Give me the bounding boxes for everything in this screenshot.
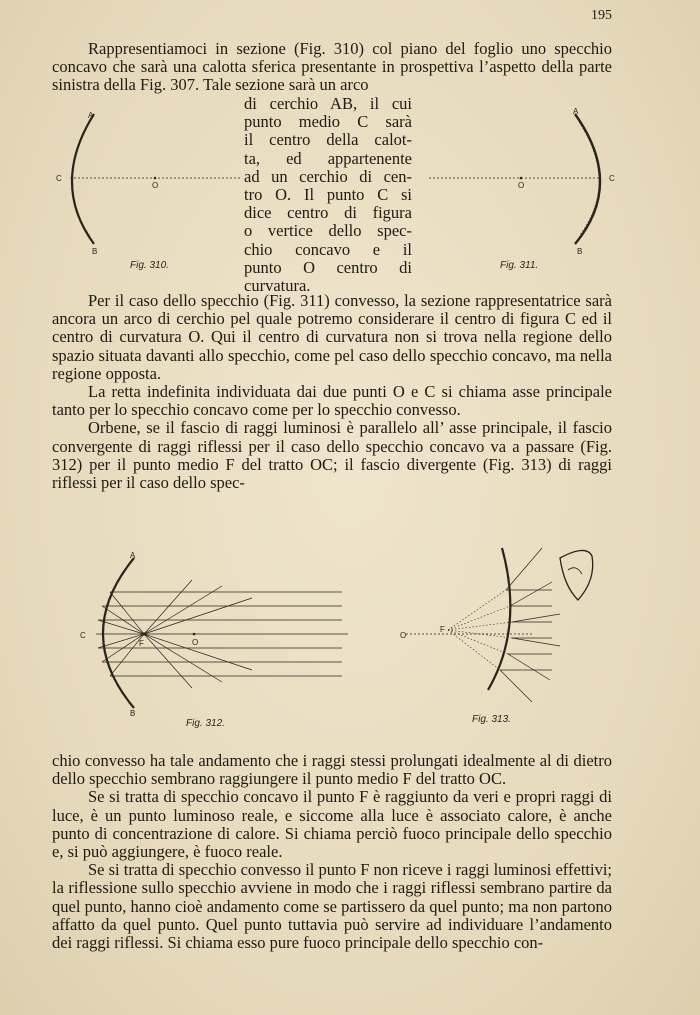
paragraph-1-text: Rappresentiamoci in sezione (Fig. 310) col piano del foglio uno specchio concavo che sarà una calotta sferica presentante in prospettiva l’aspetto della parte sinistra della Fig. 307. Tale sezione sarà un arco: [52, 39, 612, 95]
column-line: di cerchio AB, il cui: [244, 94, 412, 113]
label-O: O: [152, 181, 159, 190]
column-line: punto medio C sarà: [244, 112, 412, 132]
label-F: F: [440, 625, 445, 634]
paragraph-3: La retta indefinita individuata dai due punti O e C si chiama asse principale tanto per lo specchio concavo come per lo specchio convesso.: [52, 382, 612, 420]
label-B: B: [577, 247, 583, 256]
label-B: B: [92, 247, 98, 256]
figure-311: [425, 108, 625, 256]
column-line: punto O centro di: [244, 257, 412, 277]
label-A: A: [573, 108, 579, 116]
label-A: A: [88, 111, 94, 120]
paragraph-1-column: [244, 95, 412, 295]
paragraph-1: [52, 40, 612, 95]
figure-312-caption: Fig. 312.: [186, 718, 225, 729]
column-line: il centro della calot-: [244, 130, 412, 150]
column-line: curvatura.: [244, 276, 311, 296]
convex-mirror-arc: [488, 548, 510, 690]
label-C: C: [56, 174, 62, 183]
column-line: o vertice dello spec-: [244, 221, 412, 241]
column-line: dice centro di figura: [244, 203, 412, 223]
concave-mirror-arc: [72, 114, 94, 244]
figure-311-caption: Fig. 311.: [500, 260, 539, 271]
column-line: tro O. Il punto C si: [244, 185, 412, 205]
eye-icon: [560, 550, 593, 600]
figure-310: [52, 108, 252, 256]
page-number: 195: [591, 8, 612, 23]
paragraph-4: Orbene, se il fascio di raggi luminosi è parallelo all’ asse principale, il fascio convergente di raggi riflessi per il caso dello specchio concavo va a passare (Fig. 312) per il punto medio F del tratto OC; il fascio divergente (Fig. 313) di raggi riflessi per il caso dello spec-: [52, 418, 612, 493]
label-A: A: [130, 551, 136, 560]
text-block-3: [52, 752, 612, 952]
column-line: chio concavo e il: [244, 239, 412, 259]
figure-310-caption: Fig. 310.: [130, 260, 169, 271]
label-B: B: [130, 709, 136, 716]
paragraph-6: Se si tratta di specchio concavo il punto F è raggiunto da veri e propri raggi di luce, è un punto luminoso reale, e siccome alla luce è associato calore, è anche punto di concentrazione di calore. Si chiama perciò fuoco principale dello specchio e, si può aggiungere, è fuoco reale.: [52, 787, 612, 862]
paragraph-5: chio convesso ha tale andamento che i raggi stessi prolungati idealmente al di dietro dello specchio sembrano raggiungere il punto medio F del tratto OC.: [52, 751, 612, 789]
text-block-2: [52, 292, 612, 492]
figure-313: [392, 540, 622, 710]
concave-mirror-arc: [103, 558, 134, 708]
label-O: O: [192, 638, 199, 647]
paragraph-7: Se si tratta di specchio convesso il punto F non riceve i raggi luminosi effettivi; la riflessione sullo specchio avviene in modo che i raggi riflessi sembrano partire da quel punto, hanno cioè andamento come se partissero da quel punto; ma non partono affatto da quel punto. Quel punto tuttavia può servire ad individuare l’andamento dei raggi riflessi. Si chiama esso pure fuoco principale dello specchio con-: [52, 860, 612, 953]
paragraph-2: Per il caso dello specchio (Fig. 311) convesso, la sezione rappresentatrice sarà ancora un arco di cerchio pel quale potremo considerare il centro di figura C ed il centro di curvatura O. Qui il centro di curvatura non si trova nella regione dello spazio situata davanti allo specchio, come pel caso dello specchio concavo, ma nella regione opposta.: [52, 291, 612, 383]
column-line: ta, ed appartenente: [244, 148, 412, 168]
figure-312: [72, 548, 352, 716]
label-F: F: [139, 639, 144, 648]
figure-313-caption: Fig. 313.: [472, 714, 511, 725]
label-C: C: [80, 631, 86, 640]
label-C: C: [609, 174, 615, 183]
label-O: O: [518, 181, 525, 190]
label-O: O: [400, 631, 407, 640]
convex-mirror-arc: [575, 114, 600, 244]
column-line: ad un cerchio di cen-: [244, 166, 412, 186]
